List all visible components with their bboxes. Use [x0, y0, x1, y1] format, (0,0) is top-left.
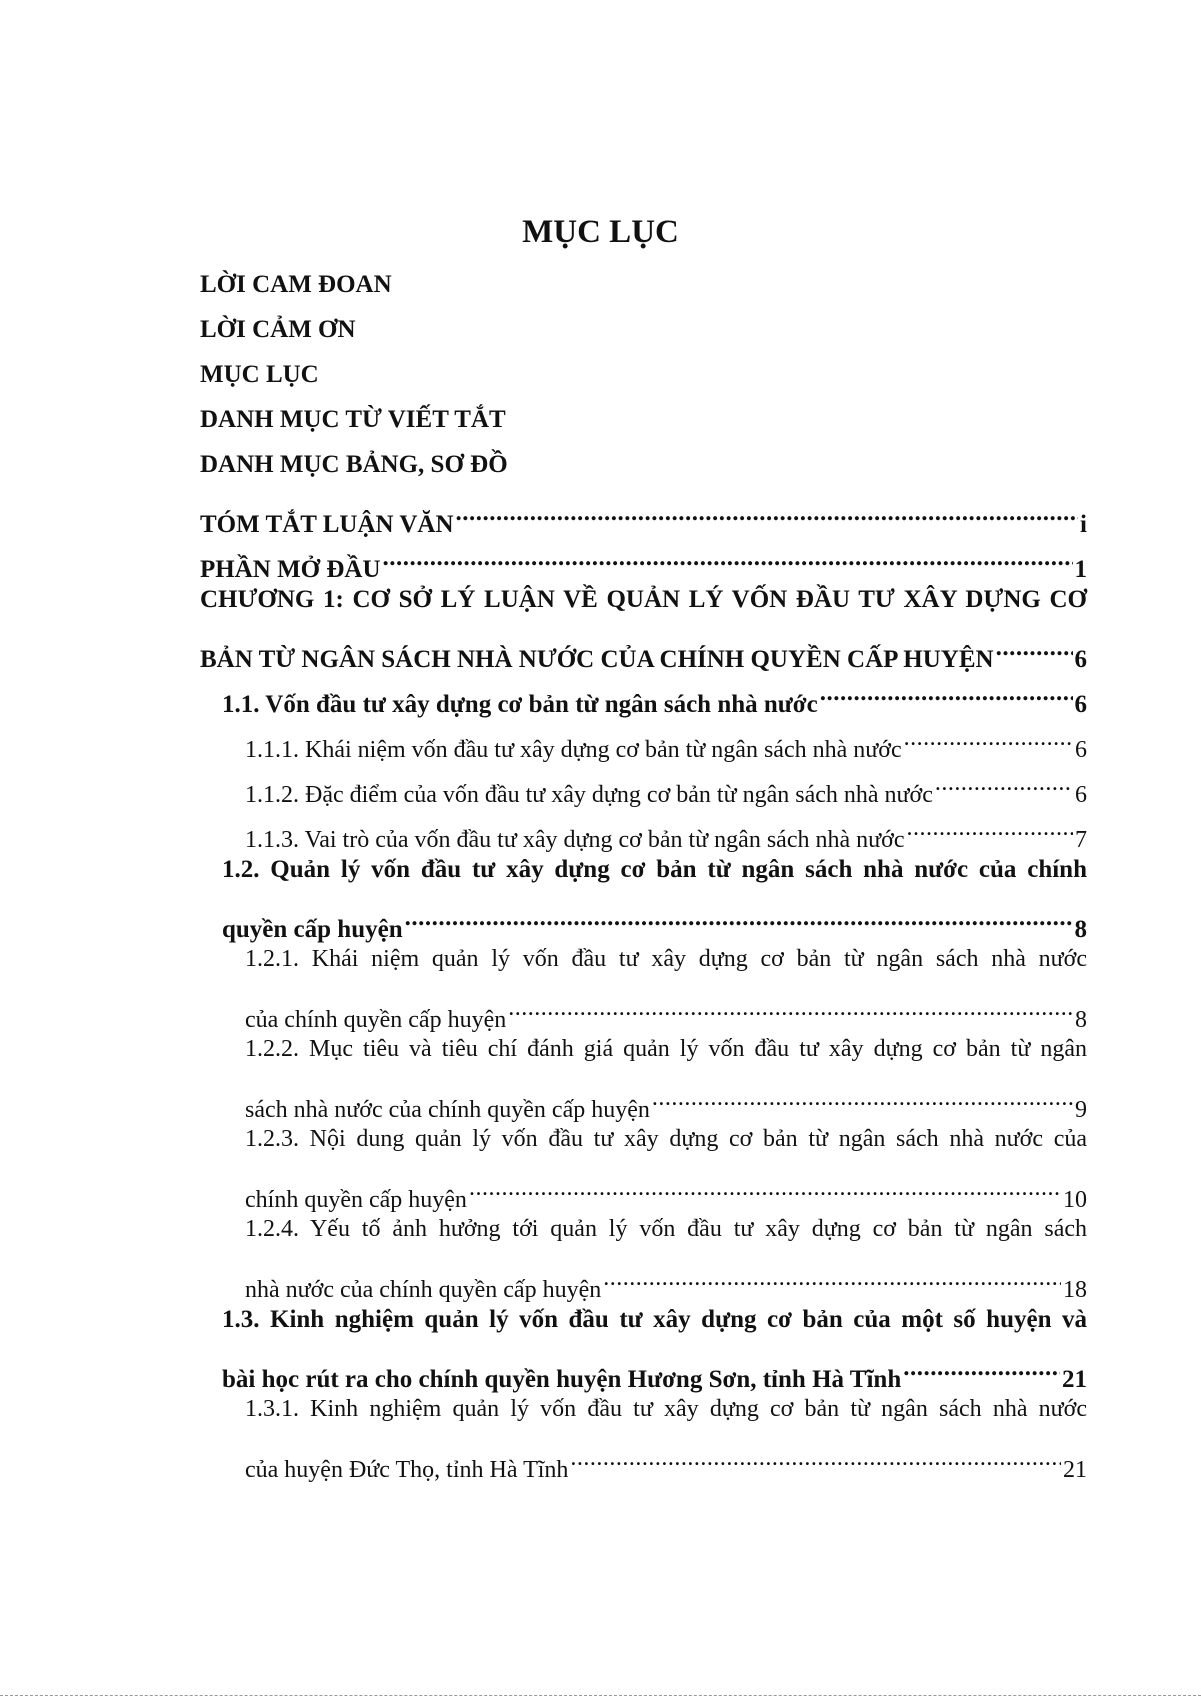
- dot-leader: [906, 802, 1073, 847]
- toc-entry-text: BẢN TỪ NGÂN SÁCH NHÀ NƯỚC CỦA CHÍNH QUYỀN CẤP HUYỆN: [200, 646, 994, 673]
- dot-leader: [935, 757, 1073, 802]
- dot-leader: [996, 622, 1073, 667]
- toc-entry-text: bài học rút ra cho chính quyền huyện Hương Sơn, tỉnh Hà Tĩnh: [222, 1366, 902, 1393]
- toc-entry-text: DANH MỤC BẢNG, SƠ ĐỒ: [200, 451, 508, 478]
- toc-entry[interactable]: [200, 532, 1087, 583]
- dot-leader: [603, 1252, 1061, 1297]
- toc-entry-text: chính quyền cấp huyện: [245, 1187, 467, 1213]
- toc-page-number: 8: [1075, 1007, 1087, 1033]
- toc-entry-text: sách nhà nước của chính quyền cấp huyện: [245, 1097, 650, 1123]
- toc-entry: [200, 352, 1087, 397]
- toc-entry[interactable]: [200, 1432, 1087, 1483]
- toc-page-number: 6: [1075, 737, 1087, 763]
- toc-entry-text: 1.1.3. Vai trò của vốn đầu tư xây dựng cơ bản từ ngân sách nhà nước: [245, 827, 905, 853]
- toc-entry-text: DANH MỤC TỪ VIẾT TẮT: [200, 406, 506, 433]
- toc-entry: [200, 442, 1087, 487]
- toc-entry: [200, 1117, 1087, 1162]
- toc-entry-text: CHƯƠNG 1: CƠ SỞ LÝ LUẬN VỀ QUẢN LÝ VỐN ĐẦU TƯ XÂY DỰNG CƠ: [200, 586, 1087, 613]
- toc-entry[interactable]: [200, 1162, 1087, 1213]
- dot-leader: [383, 532, 1073, 577]
- toc-entry-text: LỜI CẢM ƠN: [200, 316, 356, 343]
- toc-entry[interactable]: [200, 1072, 1087, 1123]
- toc-page-number: 8: [1074, 916, 1087, 943]
- toc-entry: [200, 262, 1087, 307]
- toc-entry[interactable]: [200, 712, 1087, 763]
- toc-entry[interactable]: [200, 622, 1087, 673]
- toc-entry: [200, 1207, 1087, 1252]
- toc-entry-text: 1.2.1. Khái niệm quản lý vốn đầu tư xây dựng cơ bản từ ngân sách nhà nước: [245, 946, 1087, 972]
- toc-entry: [200, 937, 1087, 982]
- dot-leader: [652, 1072, 1073, 1117]
- dot-leader: [456, 487, 1079, 532]
- toc-title: MỤC LỤC: [522, 214, 679, 250]
- toc-entry-text: 1.2.4. Yếu tố ảnh hưởng tới quản lý vốn đầu tư xây dựng cơ bản từ ngân sách: [245, 1216, 1087, 1242]
- toc-entry-text: PHẦN MỞ ĐẦU: [200, 556, 381, 583]
- toc-entry-text: của huyện Đức Thọ, tỉnh Hà Tĩnh: [245, 1457, 569, 1483]
- toc-page-number: 10: [1063, 1187, 1087, 1213]
- toc-entry[interactable]: [200, 892, 1087, 943]
- toc-page-number: 7: [1075, 827, 1087, 853]
- toc-entry-text: MỤC LỤC: [200, 361, 319, 388]
- toc-entry: [200, 1297, 1087, 1342]
- toc-entry[interactable]: [200, 802, 1087, 853]
- toc-page-number: 21: [1062, 1366, 1087, 1393]
- toc-entry-text: LỜI CAM ĐOAN: [200, 271, 392, 298]
- toc-entry[interactable]: [200, 1252, 1087, 1303]
- table-of-contents: [200, 262, 1087, 1483]
- toc-entry-text: 1.1.1. Khái niệm vốn đầu tư xây dựng cơ bản từ ngân sách nhà nước: [245, 737, 902, 763]
- dot-leader: [820, 667, 1073, 712]
- toc-page-number: 1: [1074, 556, 1087, 583]
- toc-page-number: 18: [1063, 1277, 1087, 1303]
- toc-entry: [200, 577, 1087, 622]
- toc-entry: [200, 1027, 1087, 1072]
- toc-entry[interactable]: [200, 487, 1087, 538]
- toc-entry-text: 1.3. Kinh nghiệm quản lý vốn đầu tư xây dựng cơ bản của một số huyện và: [222, 1306, 1087, 1333]
- toc-entry: [200, 1387, 1087, 1432]
- toc-page-number: 6: [1075, 782, 1087, 808]
- dot-leader: [405, 892, 1073, 937]
- toc-entry[interactable]: [200, 757, 1087, 808]
- toc-page-number: 6: [1074, 646, 1087, 673]
- toc-page-number: 9: [1075, 1097, 1087, 1123]
- dot-leader: [903, 1342, 1060, 1387]
- toc-page-number: 21: [1063, 1457, 1087, 1483]
- toc-entry-text: 1.2. Quản lý vốn đầu tư xây dựng cơ bản từ ngân sách nhà nước của chính: [222, 856, 1087, 883]
- dot-leader: [904, 712, 1073, 757]
- toc-entry[interactable]: [200, 982, 1087, 1033]
- toc-entry-text: 1.3.1. Kinh nghiệm quản lý vốn đầu tư xây dựng cơ bản từ ngân sách nhà nước: [245, 1396, 1087, 1422]
- toc-entry-text: 1.1. Vốn đầu tư xây dựng cơ bản từ ngân sách nhà nước: [222, 691, 818, 718]
- toc-entry-text: quyền cấp huyện: [222, 916, 403, 943]
- toc-entry-text: 1.2.3. Nội dung quản lý vốn đầu tư xây dựng cơ bản từ ngân sách nhà nước của: [245, 1126, 1087, 1152]
- page-bottom-edge: [0, 1695, 1201, 1696]
- toc-entry-text: TÓM TẮT LUẬN VĂN: [200, 511, 454, 538]
- dot-leader: [508, 982, 1073, 1027]
- toc-entry-text: 1.2.2. Mục tiêu và tiêu chí đánh giá quản lý vốn đầu tư xây dựng cơ bản từ ngân: [245, 1036, 1087, 1062]
- dot-leader: [469, 1162, 1061, 1207]
- toc-entry[interactable]: [200, 667, 1087, 718]
- dot-leader: [570, 1432, 1061, 1477]
- toc-entry-text: 1.1.2. Đặc điểm của vốn đầu tư xây dựng cơ bản từ ngân sách nhà nước: [245, 782, 933, 808]
- toc-entry[interactable]: [200, 1342, 1087, 1393]
- toc-entry-text: của chính quyền cấp huyện: [245, 1007, 507, 1033]
- toc-entry: [200, 307, 1087, 352]
- toc-entry-text: nhà nước của chính quyền cấp huyện: [245, 1277, 602, 1303]
- toc-entry: [200, 847, 1087, 892]
- toc-page-number: 6: [1074, 691, 1087, 718]
- toc-entry: [200, 397, 1087, 442]
- toc-page-number: i: [1080, 511, 1087, 538]
